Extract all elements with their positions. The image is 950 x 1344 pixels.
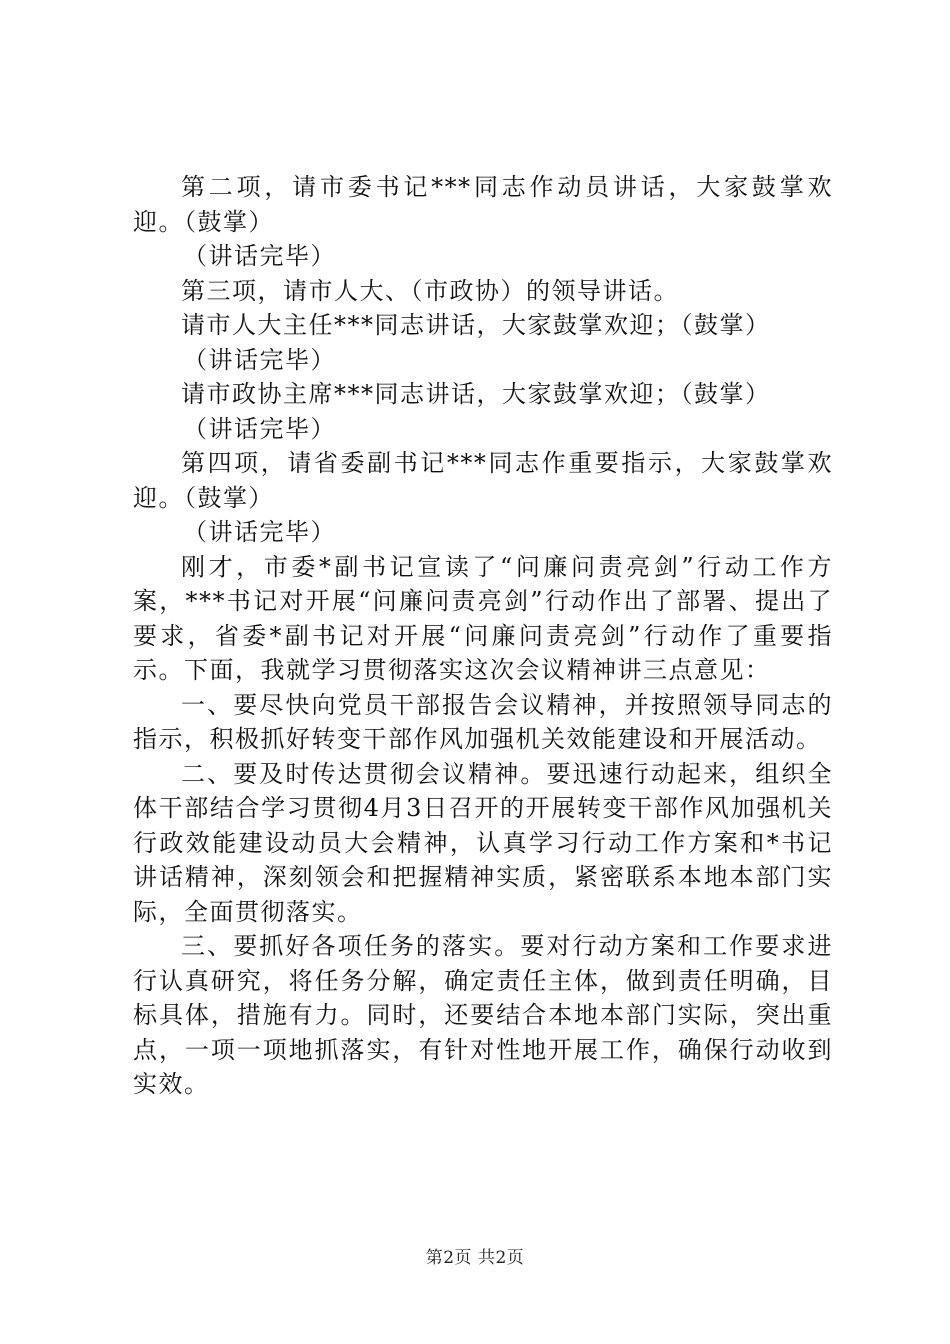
page-number-footer: 第2页 共2页 bbox=[425, 1248, 525, 1268]
document-body bbox=[133, 170, 833, 1102]
paragraph-item-2: 第二项，请市委书记***同志作动员讲话，大家鼓掌欢迎。（鼓掌） bbox=[133, 173, 833, 236]
paragraph-speech-finished: （讲话完毕） bbox=[183, 345, 336, 374]
paragraph-npc-chair: 请市人大主任***同志讲话，大家鼓掌欢迎；（鼓掌） bbox=[181, 311, 771, 339]
paragraph-speech-finished: （讲话完毕） bbox=[183, 414, 336, 443]
paragraph-point-2: 二、要及时传达贯彻会议精神。要迅速行动起来，组织全体干部结合学习贯彻4月3日召开的开展转变干部作风加强机关行政效能建设动员大会精神，认真学习行动工作方案和*书记讲话精神，深刻领会和把握精神实质，紧密联系本地本部门实际，全面贯彻落实。 bbox=[133, 759, 833, 926]
paragraph-summary: 刚才，市委*副书记宣读了“问廉问责亮剑”行动工作方案，***书记对开展“问廉问责亮剑”行动作出了部署、提出了要求，省委*副书记对开展“问廉问责亮剑”行动作了重要指示。下面，我就学习贯彻落实这次会议精神讲三点意见： bbox=[133, 552, 833, 684]
paragraph-item-3: 第三项，请市人大、（市政协）的领导讲话。 bbox=[181, 276, 679, 305]
paragraph-item-4: 第四项，请省委副书记***同志作重要指示，大家鼓掌欢迎。（鼓掌） bbox=[133, 449, 833, 512]
paragraph-speech-finished: （讲话完毕） bbox=[183, 518, 336, 546]
paragraph-point-3: 三、要抓好各项任务的落实。要对行动方案和工作要求进行认真研究，将任务分解，确定责任主体，做到责任明确，目标具体，措施有力。同时，还要结合本地本部门实际，突出重点，一项一项地抓落实，有针对性地开展工作，确保行动收到实效。 bbox=[133, 932, 833, 1098]
paragraph-speech-finished: （讲话完毕） bbox=[183, 242, 336, 270]
paragraph-cppcc-chair: 请市政协主席***同志讲话，大家鼓掌欢迎；（鼓掌） bbox=[181, 380, 771, 408]
paragraph-point-1: 一、要尽快向党员干部报告会议精神，并按照领导同志的指示，积极抓好转变干部作风加强机关效能建设和开展活动。 bbox=[133, 690, 833, 753]
